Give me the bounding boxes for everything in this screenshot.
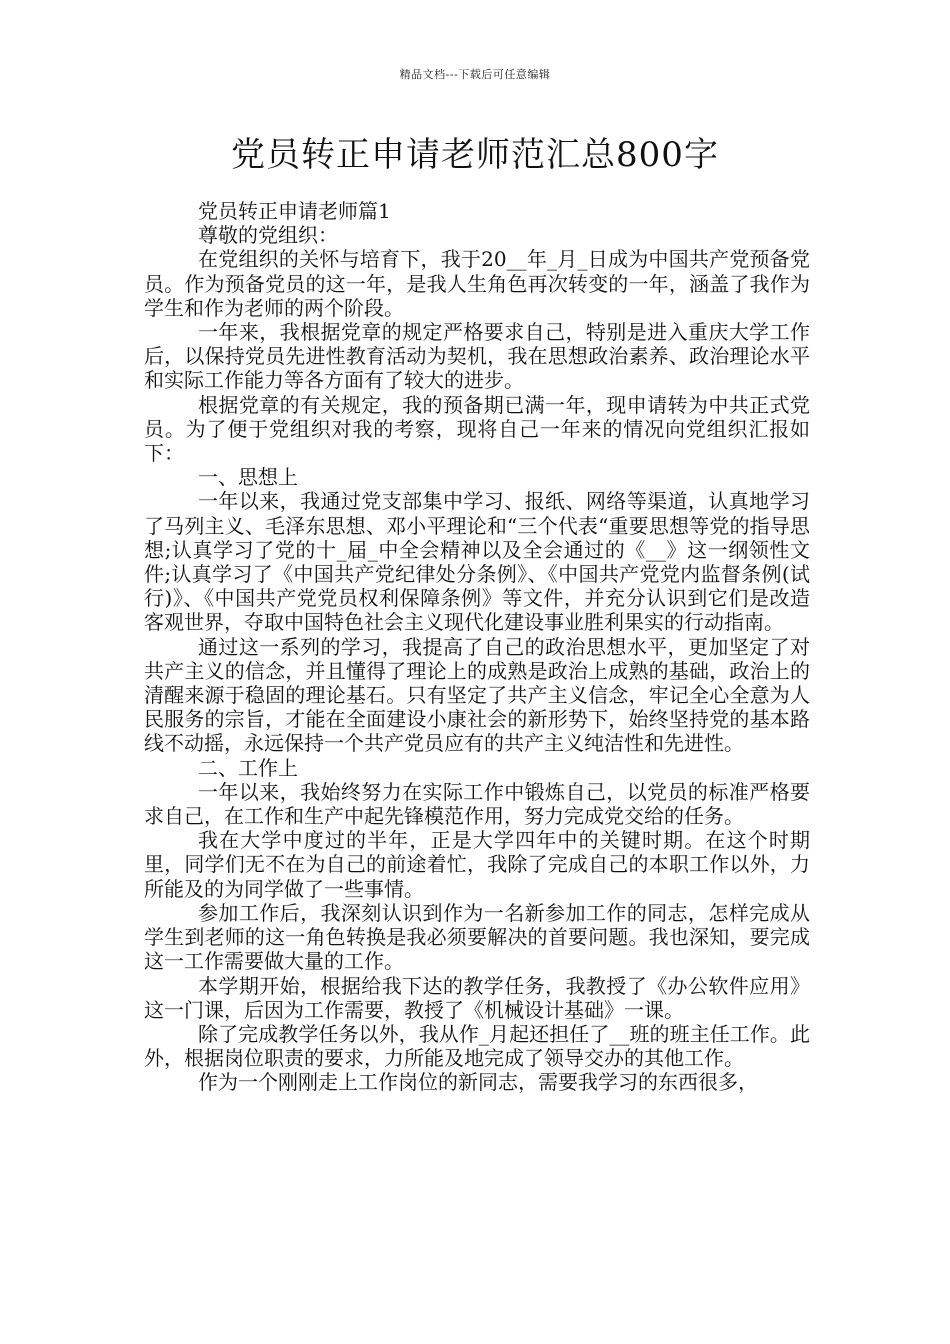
body-paragraph: 在党组织的关怀与培育下，我于20__年_月_日成为中国共产党预备党员。作为预备党员的这一年，是我人生角色再次转变的一年，涵盖了我作为学生和作为老师的两个阶段。 [144,247,810,320]
body-paragraph: 参加工作后，我深刻认识到作为一名新参加工作的同志，怎样完成从学生到老师的这一角色转换是我必须要解决的首要问题。我也深知，要完成这一工作需要做大量的工作。 [144,900,810,974]
body-paragraph: 一年以来，我始终努力在实际工作中锻炼自己，以党员的标准严格要求自己，在工作和生产中起先锋模范作用，努力完成党交给的任务。 [144,779,810,829]
document-title: 党员转正申请老师范汇总800字 [231,135,719,175]
document-body [144,199,810,1095]
body-paragraph: 除了完成教学任务以外，我从作_月起还担任了__班的班主任工作。此外，根据岗位职责的要求，力所能及地完成了领导交办的其他工作。 [144,1021,810,1071]
salutation: 尊敬的党组织： [198,223,338,248]
body-paragraph: 作为一个刚刚走上工作岗位的新同志，需要我学习的东西很多， [198,1070,758,1095]
body-paragraph: 我在大学中度过的半年，正是大学四年中的关键时期。在这个时期里，同学们无不在为自己的前途着忙，我除了完成自己的本职工作以外，力所能及的为同学做了一些事情。 [144,828,810,901]
section-heading-work: 二、工作上 [198,755,298,780]
body-paragraph: 通过这一系列的学习，我提高了自己的政治思想水平，更加坚定了对共产主义的信念，并且懂得了理论上的成熟是政治上成熟的基础，政治上的清醒来源于稳固的理论基石。只有坚定了共产主义信念，牢记全心全意为人民服务的宗旨，才能在全面建设小康社会的新形势下，始终坚持党的基本路线不动摇，永远保持一个共产党员应有的共产主义纯洁性和先进性。 [144,634,810,756]
body-paragraph: 一年以来，我通过党支部集中学习、报纸、网络等渠道，认真地学习了马列主义、毛泽东思想、邓小平理论和“三个代表“重要思想等党的指导思想;认真学习了党的十_届_中全会精神以及全会通过的《__》这一纲领性文件;认真学习了《中国共产党纪律处分条例》、《中国共产党党内监督条例(试行)》、《中国共产党党员权利保障条例》等文件，并充分认识到它们是改造客观世界，夺取中国特色社会主义现代化建设事业胜利果实的行动指南。 [144,489,810,635]
section-heading-thought: 一、思想上 [198,465,298,490]
section-heading-essay: 党员转正申请老师篇1 [198,199,391,223]
body-paragraph: 根据党章的有关规定，我的预备期已满一年，现申请转为中共正式党员。为了便于党组织对我的考察，现将自己一年来的情况向党组织汇报如下： [144,392,810,466]
body-paragraph: 本学期开始，根据给我下达的教学任务，我教授了《办公软件应用》这一门课，后因为工作需要，教授了《机械设计基础》一课。 [144,973,810,1022]
body-paragraph: 一年来，我根据党章的规定严格要求自己，特别是进入重庆大学工作后，以保持党员先进性教育活动为契机，我在思想政治素养、政治理论水平和实际工作能力等各方面有了较大的进步。 [144,320,810,393]
page-header: 精品文档---下载后可任意编辑 [399,68,551,81]
